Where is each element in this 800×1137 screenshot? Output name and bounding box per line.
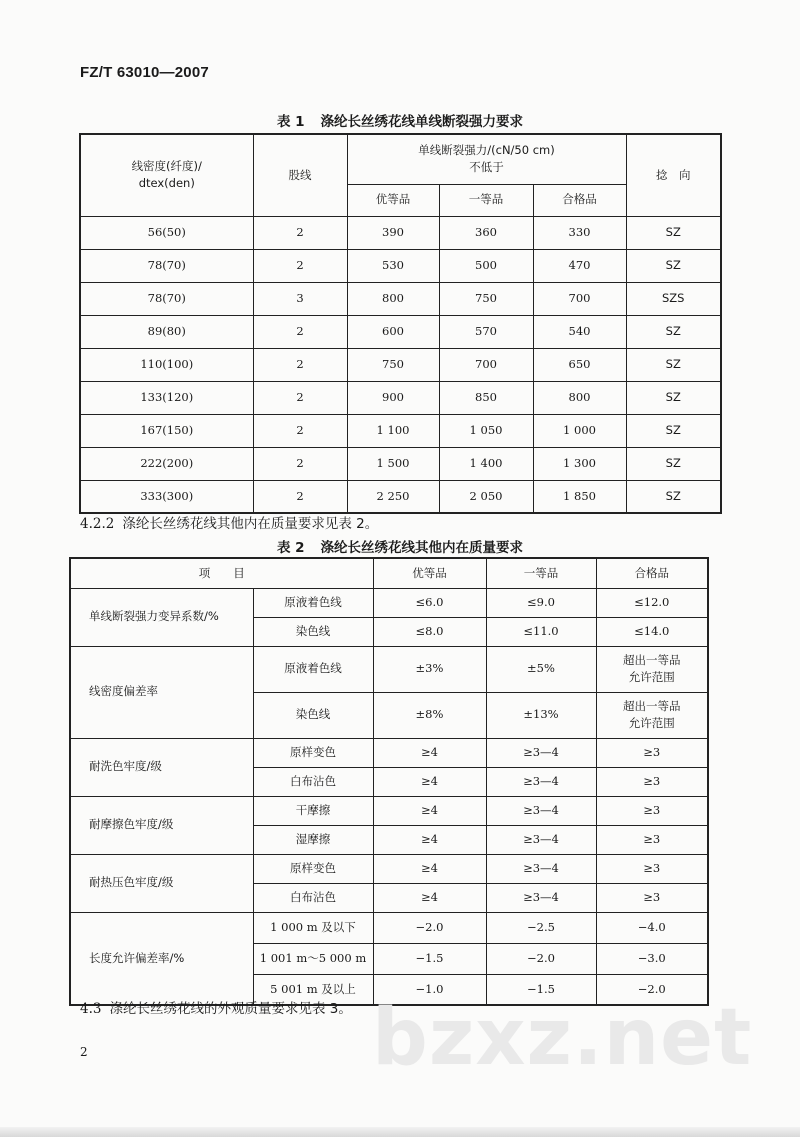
first-cell: ≥3—4: [486, 796, 596, 825]
first-cell: 570: [439, 315, 533, 348]
table2-group-label: 单线断裂强力变异系数/%: [70, 588, 253, 646]
ply-cell: 2: [253, 249, 347, 282]
table2-subitem-cell: 原样变色: [253, 738, 373, 767]
first-cell: 850: [439, 381, 533, 414]
first-cell: 360: [439, 216, 533, 249]
table2-subitem-cell: 5 001 m 及以上: [253, 974, 373, 1005]
ply-cell: 2: [253, 381, 347, 414]
first-cell: ≥3—4: [486, 883, 596, 912]
first-cell: −1.5: [486, 974, 596, 1005]
superior-cell: −1.0: [373, 974, 486, 1005]
twist-cell: SZ: [626, 216, 721, 249]
table1-title: 涤纶长丝绣花线单线断裂强力要求: [320, 114, 524, 130]
first-cell: 2 050: [439, 480, 533, 513]
density-cell: 167(150): [80, 414, 253, 447]
qualified-cell: −2.0: [596, 974, 708, 1005]
first-cell: 750: [439, 282, 533, 315]
first-cell: ≥3—4: [486, 738, 596, 767]
table2-grade-first: 一等品: [486, 558, 596, 588]
standard-code: FZ/T 63010—2007: [80, 64, 209, 81]
paragraph-4-2-2: [80, 512, 378, 532]
table2-title: 涤纶长丝绣花线其他内在质量要求: [320, 540, 524, 556]
table2-subitem-cell: 1 001 m～5 000 m: [253, 943, 373, 974]
table1-row: [80, 447, 721, 480]
first-cell: −2.5: [486, 912, 596, 943]
scan-edge: [0, 1127, 800, 1137]
qualified-cell: −3.0: [596, 943, 708, 974]
superior-cell: ≥4: [373, 854, 486, 883]
table2-header-item: 项 目: [70, 558, 373, 588]
table2-group-label: 耐热压色牢度/级: [70, 854, 253, 912]
ply-cell: 2: [253, 348, 347, 381]
table1-row: [80, 282, 721, 315]
density-cell: 78(70): [80, 249, 253, 282]
ply-cell: 2: [253, 315, 347, 348]
table2-subitem-cell: 干摩擦: [253, 796, 373, 825]
superior-cell: ±3%: [373, 646, 486, 692]
first-cell: ≥3—4: [486, 854, 596, 883]
superior-cell: ≥4: [373, 825, 486, 854]
superior-cell: 800: [347, 282, 439, 315]
twist-cell: SZ: [626, 447, 721, 480]
qualified-cell: ≥3: [596, 796, 708, 825]
table1-caption: [0, 110, 800, 130]
paragraph-4-3: [80, 997, 352, 1017]
density-cell: 78(70): [80, 282, 253, 315]
table2-row: [70, 646, 708, 692]
table2-row: [70, 588, 708, 617]
superior-cell: −1.5: [373, 943, 486, 974]
qualified-cell: 540: [533, 315, 626, 348]
superior-cell: 530: [347, 249, 439, 282]
ply-cell: 3: [253, 282, 347, 315]
table2-grade-superior: 优等品: [373, 558, 486, 588]
table2-group-label: 线密度偏差率: [70, 646, 253, 738]
paragraph-text: 涤纶长丝绣花线的外观质量要求见表 3。: [109, 1001, 352, 1017]
twist-cell: SZ: [626, 414, 721, 447]
qualified-cell: 1 000: [533, 414, 626, 447]
table2-subitem-cell: 1 000 m 及以下: [253, 912, 373, 943]
table2-subitem-cell: 染色线: [253, 692, 373, 738]
superior-cell: ≤6.0: [373, 588, 486, 617]
ply-cell: 2: [253, 216, 347, 249]
qualified-cell: ≥3: [596, 854, 708, 883]
superior-cell: 1 100: [347, 414, 439, 447]
qualified-cell: 470: [533, 249, 626, 282]
paragraph-text: 涤纶长丝绣花线其他内在质量要求见表 2。: [122, 516, 379, 532]
table2-row: [70, 912, 708, 943]
twist-cell: SZ: [626, 480, 721, 513]
table2-subitem-cell: 染色线: [253, 617, 373, 646]
qualified-cell: 700: [533, 282, 626, 315]
table1: [79, 133, 722, 514]
first-cell: ±5%: [486, 646, 596, 692]
qualified-cell: 1 850: [533, 480, 626, 513]
qualified-cell: ≤14.0: [596, 617, 708, 646]
superior-cell: 900: [347, 381, 439, 414]
superior-cell: 1 500: [347, 447, 439, 480]
qualified-cell: ≤12.0: [596, 588, 708, 617]
first-cell: ≤9.0: [486, 588, 596, 617]
table2-subitem-cell: 白布沾色: [253, 767, 373, 796]
paragraph-number: 4.3: [80, 1001, 102, 1017]
table2-row: [70, 796, 708, 825]
twist-cell: SZ: [626, 315, 721, 348]
table2-subitem-cell: 原液着色线: [253, 588, 373, 617]
superior-cell: ≤8.0: [373, 617, 486, 646]
first-cell: 1 400: [439, 447, 533, 480]
table2-grade-qualified: 合格品: [596, 558, 708, 588]
density-cell: 110(100): [80, 348, 253, 381]
density-cell: 56(50): [80, 216, 253, 249]
qualified-cell: 1 300: [533, 447, 626, 480]
table1-grade-superior: 优等品: [347, 184, 439, 216]
qualified-cell: −4.0: [596, 912, 708, 943]
page-number: 2: [80, 1045, 88, 1059]
qualified-cell: ≥3: [596, 883, 708, 912]
table2-caption: [0, 536, 800, 556]
paragraph-number: 4.2.2: [80, 516, 115, 532]
first-cell: ±13%: [486, 692, 596, 738]
superior-cell: ≥4: [373, 796, 486, 825]
table2-subitem-cell: 原液着色线: [253, 646, 373, 692]
table1-row: [80, 315, 721, 348]
table1-grade-qualified: 合格品: [533, 184, 626, 216]
ply-cell: 2: [253, 480, 347, 513]
first-cell: ≥3—4: [486, 825, 596, 854]
first-cell: −2.0: [486, 943, 596, 974]
twist-cell: SZ: [626, 381, 721, 414]
qualified-cell: 650: [533, 348, 626, 381]
superior-cell: 750: [347, 348, 439, 381]
table2-number: 表 2: [276, 540, 305, 556]
first-cell: ≤11.0: [486, 617, 596, 646]
superior-cell: 390: [347, 216, 439, 249]
table1-row: [80, 216, 721, 249]
qualified-cell: 超出一等品 允许范围: [596, 646, 708, 692]
table1-row: [80, 480, 721, 513]
table2-group-label: 耐摩擦色牢度/级: [70, 796, 253, 854]
twist-cell: SZS: [626, 282, 721, 315]
qualified-cell: ≥3: [596, 738, 708, 767]
watermark: bzxz.net: [372, 993, 753, 1083]
table1-row: [80, 249, 721, 282]
superior-cell: ±8%: [373, 692, 486, 738]
table1-header-strength: 单线断裂强力/(cN/50 cm) 不低于: [347, 134, 626, 184]
superior-cell: ≥4: [373, 738, 486, 767]
table2-group-label: 耐洗色牢度/级: [70, 738, 253, 796]
twist-cell: SZ: [626, 348, 721, 381]
first-cell: 500: [439, 249, 533, 282]
first-cell: 700: [439, 348, 533, 381]
qualified-cell: ≥3: [596, 767, 708, 796]
table2-subitem-cell: 湿摩擦: [253, 825, 373, 854]
qualified-cell: 超出一等品 允许范围: [596, 692, 708, 738]
superior-cell: ≥4: [373, 883, 486, 912]
table1-number: 表 1: [276, 114, 305, 130]
table1-row: [80, 414, 721, 447]
first-cell: 1 050: [439, 414, 533, 447]
table1-row: [80, 381, 721, 414]
table2-subitem-cell: 原样变色: [253, 854, 373, 883]
qualified-cell: 330: [533, 216, 626, 249]
table1-header-density: 线密度(纤度)/ dtex(den): [80, 134, 253, 216]
table2-subitem-cell: 白布沾色: [253, 883, 373, 912]
superior-cell: ≥4: [373, 767, 486, 796]
superior-cell: −2.0: [373, 912, 486, 943]
density-cell: 133(120): [80, 381, 253, 414]
qualified-cell: ≥3: [596, 825, 708, 854]
density-cell: 222(200): [80, 447, 253, 480]
qualified-cell: 800: [533, 381, 626, 414]
table2-row: [70, 738, 708, 767]
superior-cell: 2 250: [347, 480, 439, 513]
twist-cell: SZ: [626, 249, 721, 282]
ply-cell: 2: [253, 447, 347, 480]
table1-header-twist: 捻 向: [626, 134, 721, 216]
first-cell: ≥3—4: [486, 767, 596, 796]
ply-cell: 2: [253, 414, 347, 447]
density-cell: 89(80): [80, 315, 253, 348]
table1-row: [80, 348, 721, 381]
table2-group-label: 长度允许偏差率/%: [70, 912, 253, 1005]
table1-header-ply: 股线: [253, 134, 347, 216]
density-cell: 333(300): [80, 480, 253, 513]
superior-cell: 600: [347, 315, 439, 348]
table1-grade-first: 一等品: [439, 184, 533, 216]
table2: [69, 557, 709, 1006]
table2-row: [70, 854, 708, 883]
